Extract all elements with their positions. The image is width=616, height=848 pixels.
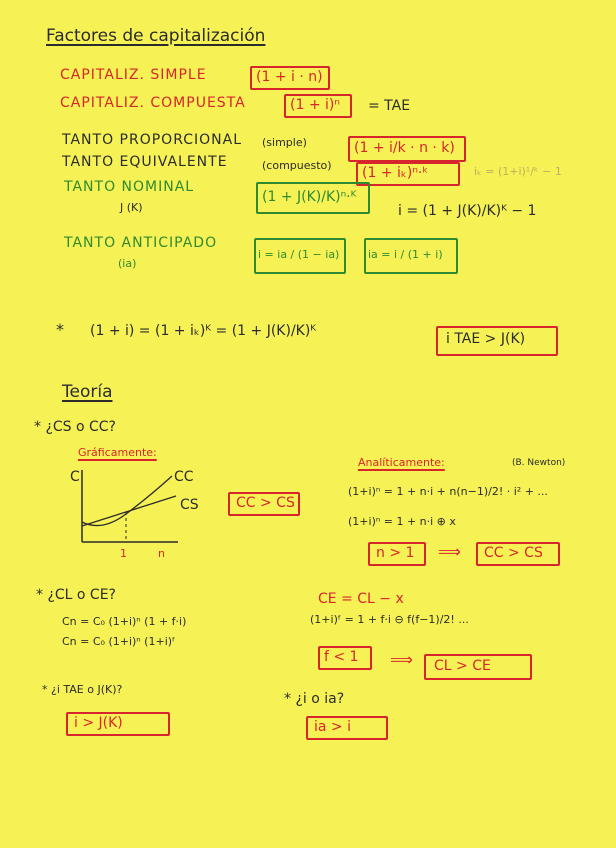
page-title: Factores de capitalización [46,26,266,46]
anticipado-label: TANTO ANTICIPADO [64,235,218,251]
equivalente-label: TANTO EQUIVALENTE [62,154,228,170]
cl-formula1: Cn = C₀ (1+i)ⁿ (1 + f·i) [62,615,187,628]
question-cs-cc: * ¿CS o CC? [34,419,116,435]
graficamente-label: Gráficamente: [78,446,157,459]
identity-star: * [56,320,64,339]
teoria-title: Teoría [62,382,113,402]
proporcional-formula: (1 + i/k · n · k) [354,140,455,156]
question-itae-jk: * ¿i TAE o J(K)? [42,683,123,696]
equivalente-side: iₖ = (1+i)¹/ᵏ − 1 [474,165,562,178]
question-i-ia: * ¿i o ia? [284,691,345,707]
equivalente-note: (compuesto) [262,159,332,172]
ce-cond: f < 1 [324,649,359,665]
ce-title: CE = CL − x [318,591,404,607]
tae-ineq: i TAE > J(K) [446,331,526,347]
graph-x-one: 1 [120,547,127,560]
growth-graph [68,460,228,560]
anticipado-formula2: ia = i / (1 + i) [368,248,443,261]
question-cl-ce: * ¿CL o CE? [36,587,116,603]
ce-arrow: ⟹ [390,650,413,669]
compuesta-label: CAPITALIZ. COMPUESTA [60,95,246,111]
proporcional-label: TANTO PROPORCIONAL [62,132,242,148]
analiticamente-note: (B. Newton) [512,458,566,468]
graph-x-n: n [158,547,165,560]
nominal-side: i = (1 + J(K)/K)ᴷ − 1 [398,203,537,219]
cc-curve [82,476,172,526]
compuesta-formula: (1 + i)ⁿ [290,97,340,113]
analiticamente-label: Analíticamente: [358,456,445,469]
graph-cs-label: CS [180,497,199,513]
simple-formula: (1 + i · n) [256,69,323,85]
tae-label: = TAE [368,98,411,114]
nominal-formula: (1 + J(K)/K)ⁿ·ᴷ [262,189,357,205]
cl-formula2: Cn = C₀ (1+i)ⁿ (1+i)ᶠ [62,635,176,648]
graph-cc-label: CC [174,469,194,485]
anticipado-formula1: i = ia / (1 − ia) [258,248,340,261]
nominal-symbol: J (K) [120,201,143,214]
anal-result: CC > CS [484,545,543,561]
simple-label: CAPITALIZ. SIMPLE [60,67,207,83]
nominal-label: TANTO NOMINAL [64,179,195,195]
equivalente-formula: (1 + iₖ)ⁿ·ᵏ [362,165,429,181]
anticipado-symbol: (ia) [118,257,137,270]
proporcional-note: (simple) [262,136,307,149]
graf-result: CC > CS [236,495,295,511]
graph-y-label: C [70,469,80,485]
analiticamente-line2: (1+i)ⁿ = 1 + n·i ⊕ x [348,515,456,528]
ce-result: CL > CE [434,658,491,674]
anal-cond: n > 1 [376,545,415,561]
q4-result: ia > i [314,719,351,735]
ce-equation: (1+i)ᶠ = 1 + f·i ⊖ f(f−1)/2! ... [310,613,469,626]
anal-arrow: ⟹ [438,542,461,561]
identity-formula: (1 + i) = (1 + iₖ)ᴷ = (1 + J(K)/K)ᴷ [90,323,317,339]
q3-result: i > J(K) [74,715,123,731]
analiticamente-line1: (1+i)ⁿ = 1 + n·i + n(n−1)/2! · i² + ... [348,485,548,498]
